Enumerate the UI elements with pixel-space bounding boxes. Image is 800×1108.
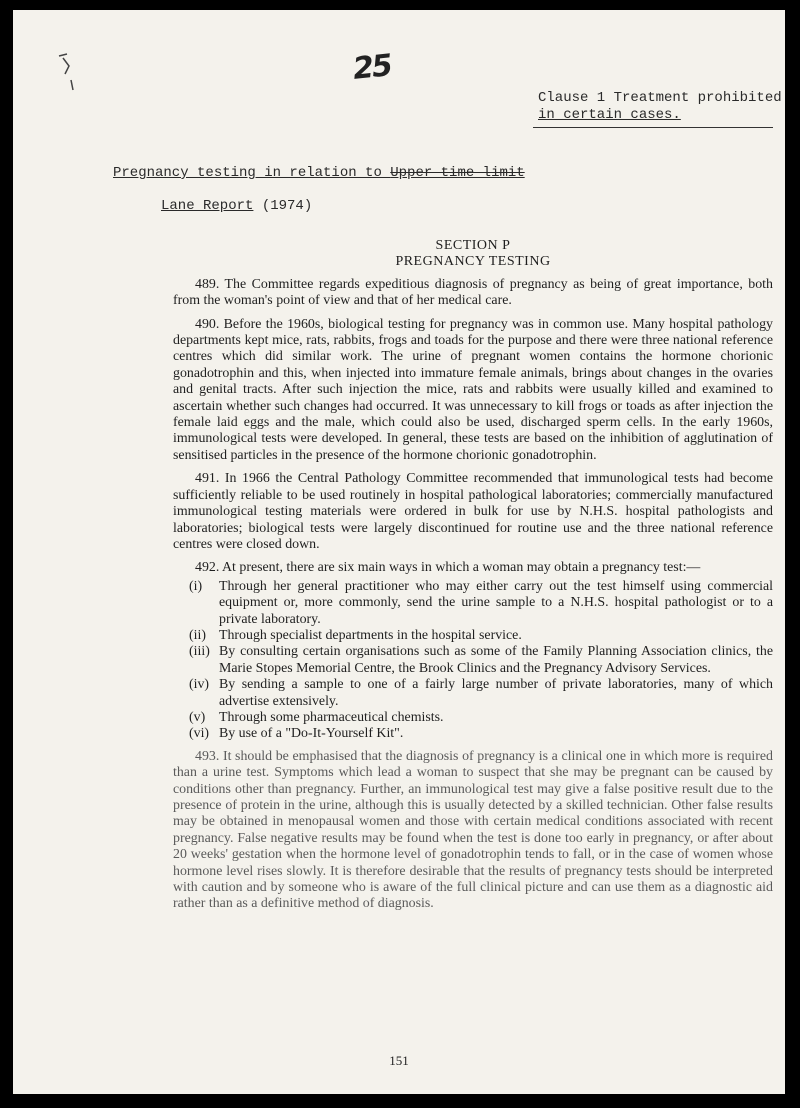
paragraph-492: 492. At present, there are six main ways in which a woman may obtain a pregnancy test:—	[195, 560, 701, 576]
report-excerpt	[173, 238, 773, 920]
pregnancy-test-methods-list	[173, 579, 773, 743]
paragraph-490: 490. Before the 1960s, biological testing for pregnancy was in common use. Many hospital pathology departments kept mice, rats, rabbits, frogs and toads for the purpose and there were three national reference centres which did similar work. The urine of pregnant women contains the hormone chorionic gonadotrophin and this, when injected into immature female animals, brings about changes in the ovaries and genital tracts. After such injection the mice, rats and rabbits were usually killed and examined to ascertain whether such changes had occurred. It was unnecessary to kill frogs or toads as after injection the female laid eggs and the male, which could also be used, discharged sperm cells. In the early 1960s, immunological tests were developed. In general, these tests are based on the inhibition of agglutination of sensitised particles in the presence of the hormone chorionic gonadotrophin.	[173, 316, 773, 463]
list-item: (v) Through some pharmaceutical chemists.	[189, 709, 444, 725]
handwritten-mark-icon	[53, 50, 83, 110]
clause-underline-rule	[533, 127, 773, 128]
clause-line-1: Clause 1 Treatment prohibited	[538, 90, 782, 106]
page-number: 151	[389, 1053, 409, 1068]
list-item: (vi) By use of a "Do-It-Yourself Kit".	[189, 726, 404, 742]
list-item: (iii) By consulting certain organisations such as some of the Family Planning Association clinics, the Marie Stopes Memorial Centre, the Brook Clinics and the Pregnancy Advisory Services.	[189, 644, 773, 676]
section-title: SECTION P	[435, 238, 511, 253]
clause-line-2: in certain cases.	[538, 107, 681, 123]
heading-part-1: Pregnancy testing in relation to	[113, 165, 391, 181]
source-name: Lane Report	[161, 198, 254, 214]
list-item: (i) Through her general practitioner who may either carry out the test himself using commercial equipment or, more commonly, send the urine sample to a N.H.S. hospital pathologist or to a private laboratory.	[189, 578, 773, 627]
heading-part-2-struck: Upper time limit	[390, 165, 525, 181]
source-reference	[161, 198, 312, 214]
handwritten-page-number: 25	[351, 48, 393, 87]
document-page	[13, 10, 785, 1094]
paragraph-489: 489. The Committee regards expeditious diagnosis of pregnancy as being of great importance, both from the woman's point of view and that of her medical care.	[173, 276, 773, 309]
typed-heading	[113, 165, 525, 181]
paragraph-493: 493. It should be emphasised that the diagnosis of pregnancy is a clinical one in which more is required than a urine test. Symptoms which lead a woman to suspect that she may be pregnant can be caused by conditions other than pregnancy. Further, an immunological test may give a false positive result due to the presence of protein in the urine, although this is usually detected by a skilled technician. Other false results may be obtained in menopausal women and those with certain medical conditions associated with recent pregnancy. False negative results may be found when the test is done too early in pregnancy, or after about 20 weeks' gestation when the hormone level of gonadotrophin tends to fall, or in the case of women whose hormone level rises slowly. It is therefore desirable that the results of pregnancy tests should be interpreted with caution and by someone who is aware of the full clinical picture and can use them as a diagnostic aid rather than as a definitive method of diagnosis.	[173, 748, 773, 912]
list-item: (iv) By sending a sample to one of a fairly large number of private laboratories, many of which advertise extensively.	[189, 677, 773, 709]
section-subtitle: PREGNANCY TESTING	[395, 254, 551, 270]
paragraph-491: 491. In 1966 the Central Pathology Committee recommended that immunological tests had become sufficiently reliable to be used routinely in hospital pathological laboratories; commercially manufactured immunological testing materials were ordered in bulk for use by N.H.S. hospital pathologists and laboratories; biological tests were largely discontinued for routine use and the three national reference centres were closed down.	[173, 471, 773, 552]
clause-annotation	[538, 90, 782, 124]
source-year: (1974)	[261, 198, 313, 214]
list-item: (ii) Through specialist departments in the hospital service.	[189, 627, 522, 643]
